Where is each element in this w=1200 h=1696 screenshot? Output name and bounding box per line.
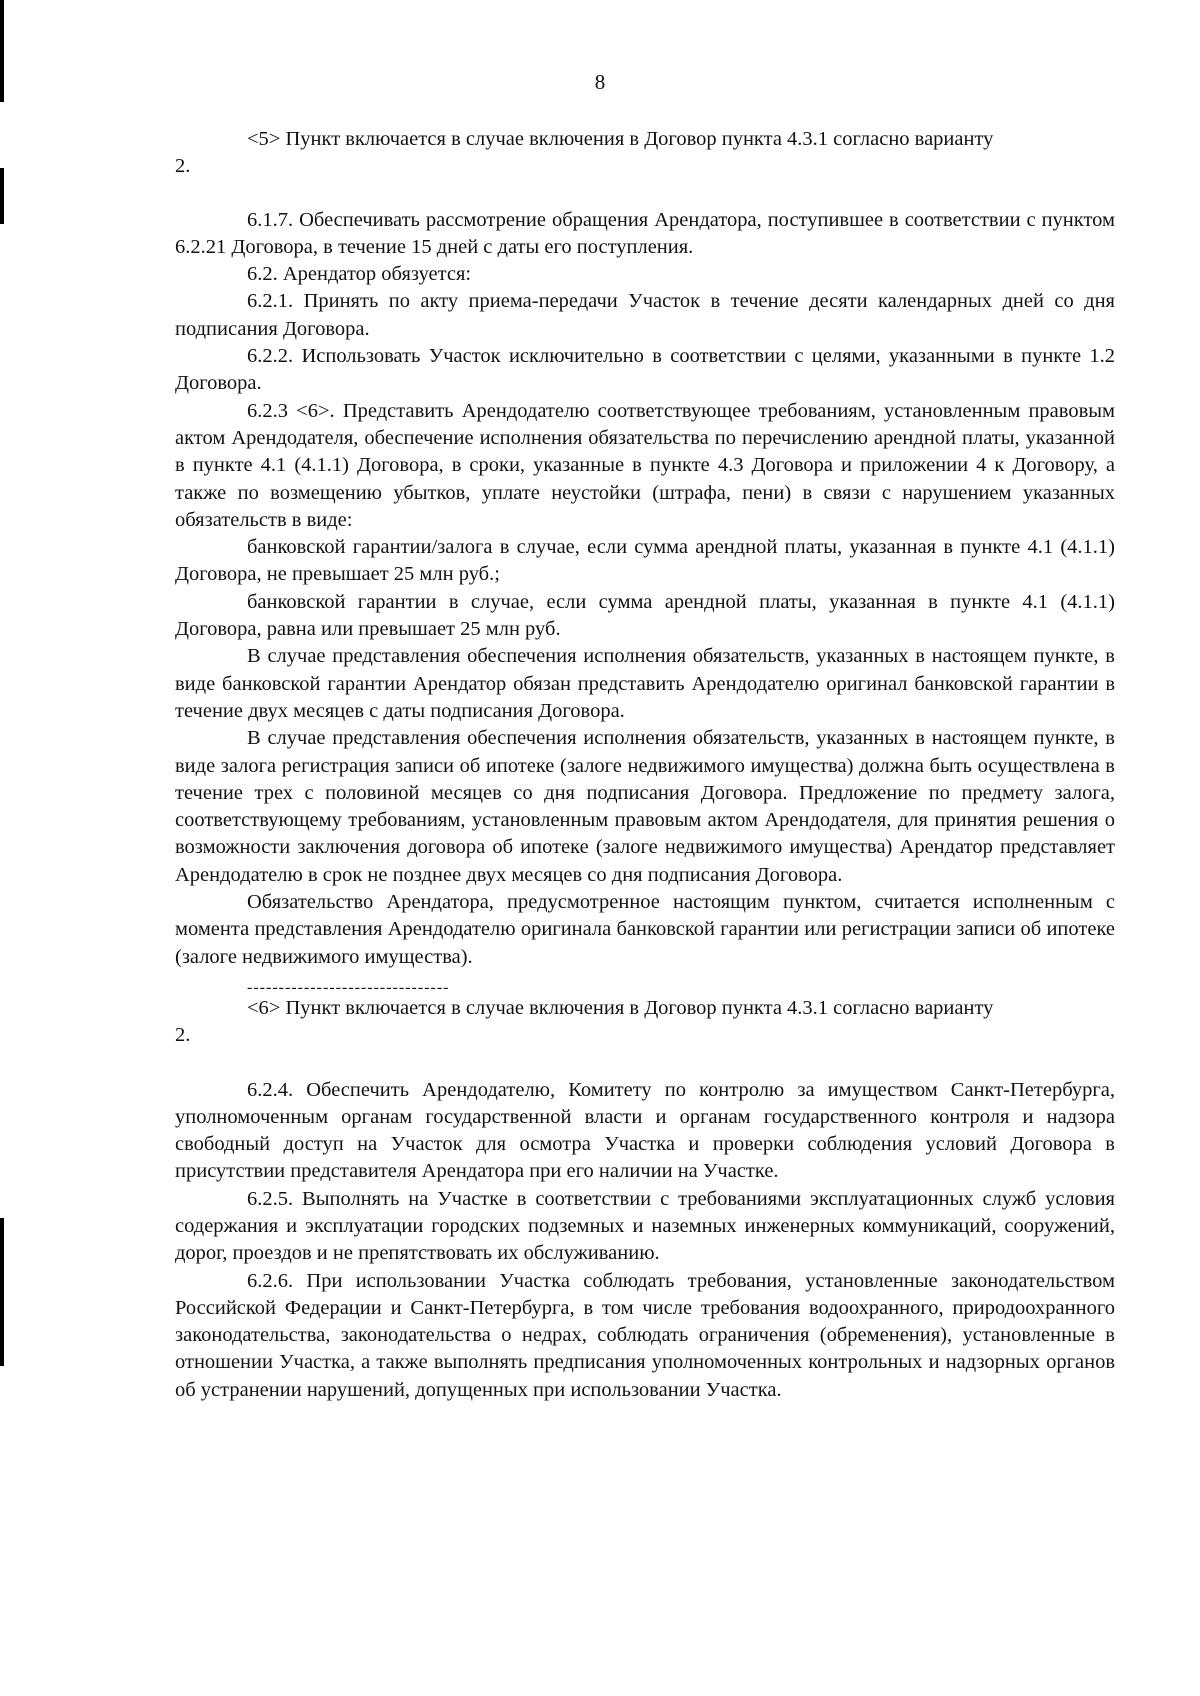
clause-6-2-1: 6.2.1. Принять по акту приема-передачи Участок в течение десяти календарных дней со дня подписания Договора. bbox=[175, 290, 1115, 340]
clause-6-2-heading: 6.2. Арендатор обязуется: bbox=[247, 263, 472, 286]
obligation-fulfilled: Обязательство Арендатора, предусмотренное настоящим пунктом, считается исполненным с момента представления Арендодателю оригинала банковской гарантии или регистрации записи об ипотеке (залоге недвижимого имущества). bbox=[175, 891, 1115, 968]
scan-edge-mark-lower bbox=[0, 1218, 4, 1366]
case-bank-guarantee: В случае представления обеспечения исполнения обязательств, указанных в настоящем пункте, в виде банковской гарантии Арендатор обязан представить Арендодателю оригинал банковской гарантии в течение двух месяцев с даты подписания Договора. bbox=[175, 645, 1115, 722]
option-bank-guarantee: банковской гарантии в случае, если сумма арендной платы, указанная в пункте 4.1 (4.1.1) Договора, равна или превышает 25 млн руб. bbox=[175, 590, 1115, 641]
option-bank-guarantee-pledge: банковской гарантии/залога в случае, если сумма арендной платы, указанная в пункте 4.1 (4.1.1) Договора, не превышает 25 млн руб.; bbox=[175, 536, 1115, 586]
scan-edge-mark-upper bbox=[0, 168, 4, 224]
footnote-6: <6> Пункт включается в случае включения в Договор пункта 4.3.1 согласно варианту bbox=[247, 996, 994, 1019]
footnote-6-continuation: 2. bbox=[175, 1024, 191, 1047]
page-number: 8 bbox=[594, 70, 606, 94]
clause-6-2-2: 6.2.2. Использовать Участок исключительно в соответствии с целями, указанными в пункте 1.2 Договора. bbox=[175, 345, 1115, 395]
clause-6-2-6: 6.2.6. При использовании Участка соблюдать требования, установленные законодательством Российской Федерации и Санкт-Петербурга, в том числе требования водоохранного, природоохранного законодательства, законодательства о недрах, соблюдать ограничения (обременения), установленные в отношении Участка, а также выполнять предписания уполномоченных контрольных и надзорных органов об устранении нарушений, допущенных при использовании Участка. bbox=[175, 1269, 1115, 1401]
case-pledge: В случае представления обеспечения исполнения обязательств, указанных в настоящем пункте, в виде залога регистрация записи об ипотеке (залоге недвижимого имущества) должна быть осуществлена в течение трех с половиной месяцев со дня подписания Договора. Предложение по предмету залога, соответствующему требованиям, установленным правовым актом Арендодателя, для принятия решения о возможности заключения договора об ипотеке (залоге недвижимого имущества) Арендатор представляет Арендодателю в срок не позднее двух месяцев со дня подписания Договора. bbox=[175, 727, 1115, 886]
footnote-5: <5> Пункт включается в случае включения в Договор пункта 4.3.1 согласно варианту bbox=[247, 128, 994, 150]
footnote-separator: -------------------------------- bbox=[247, 980, 450, 995]
clause-6-2-3: 6.2.3 <6>. Представить Арендодателю соответствующее требованиям, установленным правовым актом Арендодателя, обеспечение исполнения обязательства по перечислению арендной платы, указанной в пункте 4.1 (4.1.1) Договора, в сроки, указанные в пункте 4.3 Договора и приложении 4 к Договору, а также по возмещению убытков, уплате неустойки (штрафа, пени) в связи с нарушением указанных обязательств в виде: bbox=[175, 399, 1115, 531]
clause-6-1-7: 6.1.7. Обеспечивать рассмотрение обращения Арендатора, поступившее в соответствии с пунктом 6.2.21 Договора, в течение 15 дней с даты его поступления. bbox=[175, 208, 1115, 258]
document-body bbox=[175, 126, 1115, 1404]
clause-6-2-4: 6.2.4. Обеспечить Арендодателю, Комитету по контролю за имуществом Санкт-Петербурга, уполномоченным органам государственной власти и органам государственного контроля и надзора свободный доступ на Участок для осмотра Участка и проверки соблюдения условий Договора в присутствии представителя Арендатора при его наличии на Участке. bbox=[175, 1078, 1115, 1183]
footnote-5-continuation: 2. bbox=[175, 155, 191, 178]
clause-6-2-5: 6.2.5. Выполнять на Участке в соответствии с требованиями эксплуатационных служб условия содержания и эксплуатации городских подземных и наземных инженерных коммуникаций, сооружений, дорог, проездов и не препятствовать их обслуживанию. bbox=[175, 1187, 1115, 1265]
